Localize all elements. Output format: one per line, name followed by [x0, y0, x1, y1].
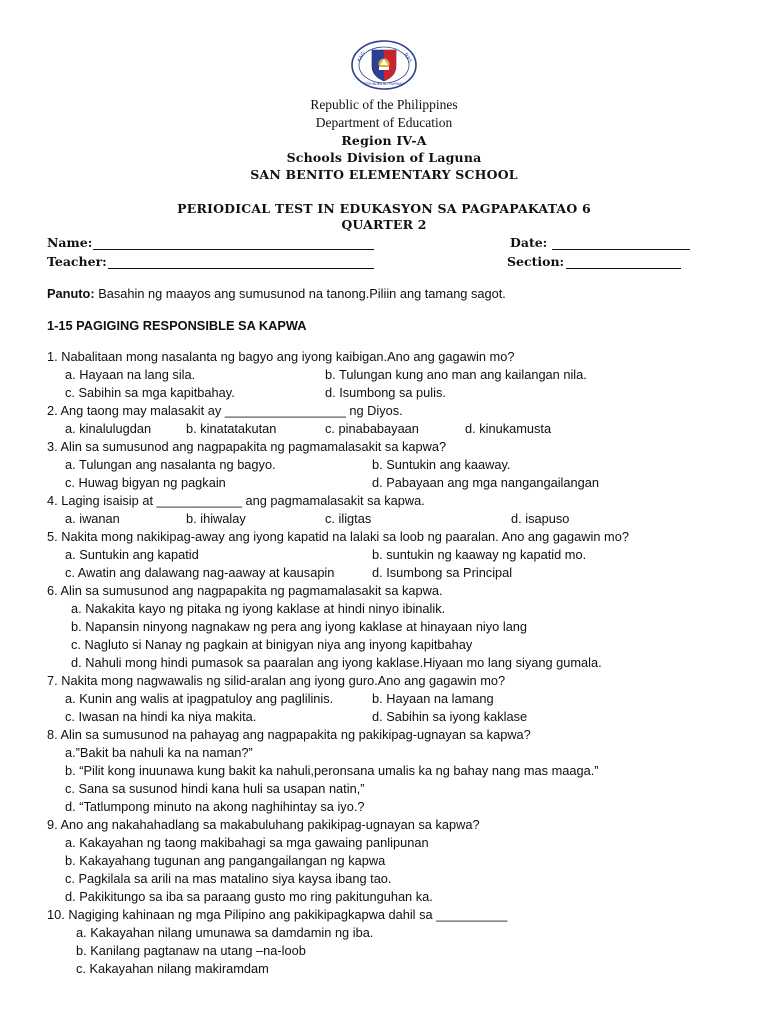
header-school: SAN BENITO ELEMENTARY SCHOOL: [250, 167, 518, 182]
question-6-choice-a: a. Nakakita kayo ng pitaka ng iyong kaklase at hindi ninyo ibinalik.: [71, 601, 446, 616]
question-7-choice-a: a. Kunin ang walis at ipagpatuloy ang paglilinis.: [65, 691, 334, 706]
question-6-choice-d: d. Nahuli mong hindi pumasok sa paaralan ang iyong kaklase.Hiyaan mo lang siyang gumala.: [71, 655, 602, 670]
question-6-stem: 6. Alin sa sumusunod ang nagpapakita ng pagmamalasakit sa kapwa.: [47, 583, 443, 598]
instructions: [47, 286, 506, 302]
section-heading: 1-15 PAGIGING RESPONSIBLE SA KAPWA: [47, 318, 307, 333]
question-4-choice-c: c. iligtas: [325, 511, 372, 526]
question-8-choice-c: c. Sana sa susunod hindi kana huli sa usapan natin,”: [65, 781, 365, 796]
question-3-choice-a: a. Tulungan ang nasalanta ng bagyo.: [65, 457, 276, 472]
question-1-stem: 1. Nabalitaan mong nasalanta ng bagyo ang iyong kaibigan.Ano ang gagawin mo?: [47, 349, 515, 364]
question-8-choice-d: d. “Tatlumpong minuto na akong naghihintay sa iyo.?: [65, 799, 365, 814]
teacher-label: Teacher:: [47, 254, 107, 269]
question-3-choice-b: b. Suntukin ang kaaway.: [372, 457, 511, 472]
question-5-choice-b: b. suntukin ng kaaway ng kapatid mo.: [372, 547, 587, 562]
question-7-choice-b: b. Hayaan na lamang: [372, 691, 494, 706]
header-republic: Republic of the Philippines: [310, 97, 458, 112]
question-9-choice-b: b. Kakayahang tugunan ang pangangailangan ng kapwa: [65, 853, 386, 868]
question-3-choice-c: c. Huwag bigyan ng pagkain: [65, 475, 226, 490]
question-2-choice-c: c. pinababayaan: [325, 421, 419, 436]
question-7-stem: 7. Nakita mong nagwawalis ng silid-aralan ang iyong guro.Ano ang gagawin mo?: [47, 673, 506, 688]
question-10-choice-b: b. Kanilang pagtanaw na utang –na-loob: [76, 943, 306, 958]
header-department: Department of Education: [315, 115, 453, 130]
question-8-choice-a: a.”Bakit ba nahuli ka na naman?”: [65, 745, 253, 760]
date-blank: [552, 249, 690, 250]
question-6-choice-c: c. Nagluto si Nanay ng pagkain at binigyan niya ang inyong kapitbahay: [71, 637, 473, 652]
header-region: Region IV-A: [341, 133, 427, 148]
instructions-label: Panuto:: [47, 286, 95, 301]
question-4-stem: 4. Laging isaisip at ____________ ang pagmamalasakit sa kapwa.: [47, 493, 425, 508]
question-4-choice-d: d. isapuso: [511, 511, 570, 526]
question-1-choice-d: d. Isumbong sa pulis.: [325, 385, 446, 400]
question-10-choice-c: c. Kakayahan nilang makiramdam: [76, 961, 269, 976]
seal-text-bottom: REPUBLIKA NG PILIPINAS: [364, 82, 404, 86]
question-1-choice-a: a. Hayaan na lang sila.: [65, 367, 196, 382]
question-10-choice-a: a. Kakayahan nilang umunawa sa damdamin ng iba.: [76, 925, 374, 940]
section-blank: [566, 268, 681, 269]
question-2-choice-b: b. kinatatakutan: [186, 421, 277, 436]
instructions-text: Basahin ng maayos ang sumusunod na tanong.Piliin ang tamang sagot.: [94, 286, 506, 301]
question-9-choice-a: a. Kakayahan ng taong makibahagi sa mga gawaing panlipunan: [65, 835, 429, 850]
name-label: Name:: [47, 235, 93, 250]
seal-text-right: NAS: [402, 52, 413, 64]
question-5-choice-d: d. Isumbong sa Principal: [372, 565, 513, 580]
question-5-stem: 5. Nakita mong nakikipag-away ang iyong kapatid na lalaki sa loob ng paaralan. Ano ang gagawin mo?: [47, 529, 629, 544]
question-9-choice-c: c. Pagkilala sa arili na mas matalino siya kaysa ibang tao.: [65, 871, 392, 886]
question-2-choice-d: d. kinukamusta: [465, 421, 552, 436]
test-title: PERIODICAL TEST IN EDUKASYON SA PAGPAPAKATAO 6: [177, 201, 591, 216]
question-4-choice-b: b. ihiwalay: [186, 511, 246, 526]
seal-text-left: KAG: [356, 50, 367, 63]
date-label: Date:: [510, 235, 548, 250]
teacher-blank: [108, 268, 374, 269]
deped-seal-logo: [351, 40, 417, 90]
test-quarter: QUARTER 2: [341, 217, 427, 232]
question-1-choice-b: b. Tulungan kung ano man ang kailangan nila.: [325, 367, 587, 382]
question-9-stem: 9. Ano ang nakahahadlang sa makabuluhang pakikipag-ugnayan sa kapwa?: [47, 817, 480, 832]
question-5-choice-a: a. Suntukin ang kapatid: [65, 547, 199, 562]
question-5-choice-c: c. Awatin ang dalawang nag-aaway at kausapin: [65, 565, 335, 580]
question-10-stem: 10. Nagiging kahinaan ng mga Pilipino ang pakikipagkapwa dahil sa __________: [47, 907, 508, 922]
question-8-stem: 8. Alin sa sumusunod na pahayag ang nagpapakita ng pakikipag-ugnayan sa kapwa?: [47, 727, 531, 742]
question-3-choice-d: d. Pabayaan ang mga nangangailangan: [372, 475, 599, 490]
name-blank: [93, 249, 374, 250]
question-6-choice-b: b. Napansin ninyong nagnakaw ng pera ang iyong kaklase at hinayaan niyo lang: [71, 619, 528, 634]
question-2-choice-a: a. kinalulugdan: [65, 421, 152, 436]
question-2-stem: 2. Ang taong may malasakit ay _________________ ng Diyos.: [47, 403, 403, 418]
header-division: Schools Division of Laguna: [286, 150, 482, 165]
question-4-choice-a: a. iwanan: [65, 511, 120, 526]
question-1-choice-c: c. Sabihin sa mga kapitbahay.: [65, 385, 235, 400]
question-7-choice-c: c. Iwasan na hindi ka niya makita.: [65, 709, 257, 724]
question-8-choice-b: b. “Pilit kong inuunawa kung bakit ka nahuli,peronsana umalis ka ng bahay nang mas maaga.”: [65, 763, 599, 778]
question-3-stem: 3. Alin sa sumusunod ang nagpapakita ng pagmamalasakit sa kapwa?: [47, 439, 447, 454]
section-label: Section:: [507, 254, 565, 269]
question-9-choice-d: d. Pakikitungo sa iba sa paraang gusto mo ring pakitunguhan ka.: [65, 889, 433, 904]
question-7-choice-d: d. Sabihin sa iyong kaklase: [372, 709, 528, 724]
